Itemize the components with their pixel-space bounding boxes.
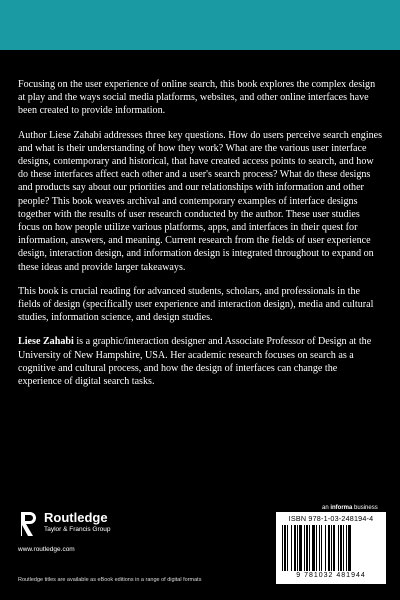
publisher-group: Taylor & Francis Group xyxy=(44,526,111,533)
description-paragraph-3: This book is crucial reading for advanced students, scholars, and professionals in the fields of design (specifically user experience and interaction design), media and cultural studies, information science, and design studies. xyxy=(18,285,374,324)
author-bio-text: is a graphic/interaction designer and Associate Professor of Design at the University of New Hampshire, USA. Her academic research focuses on search as a cognitive and cultural process, and how the design of interfaces can change the experience of digital search tasks. xyxy=(18,336,372,388)
informa-word: informa xyxy=(330,505,353,511)
description-paragraph-2: Author Liese Zahabi addresses three key questions. How do users perceive search engines and what is their understanding of how they work? What are the various user interface designs, contemporary and historical, that have created access points to search, and how do these interfaces affect each other and a user's search process? What do these designs and products say about our priorities and our relationships with information and other people? This book weaves archival and contemporary examples of interface designs together with the results of user research conducted by the author. These user studies focus on how people utilize various platforms, apps, and interfaces in their quest for information, answers, and meaning. Current research from the fields of user experience design, interaction design, and information design is integrated throughout to expand on these ideas and provide larger takeaways. xyxy=(18,129,383,273)
barcode-box xyxy=(276,512,386,584)
author-name: Liese Zahabi xyxy=(18,336,74,348)
author-bio xyxy=(18,335,383,388)
informa-business-label xyxy=(322,505,378,511)
description-paragraph-1: Focusing on the user experience of online search, this book explores the complex design at play and the ways social media platforms, websites, and other online interfaces have been created to provide information. xyxy=(18,79,376,117)
back-cover-text xyxy=(18,78,383,399)
publisher-url: www.routledge.com xyxy=(18,546,75,553)
informa-suffix: business xyxy=(352,505,378,511)
ebook-note: Routledge titles are available as eBook editions in a range of digital formats xyxy=(18,577,202,583)
isbn-text: ISBN 978-1-03-248194-4 xyxy=(288,514,374,523)
publisher-name: Routledge xyxy=(44,510,108,525)
publisher-block xyxy=(18,510,178,558)
barcode-digits: 9 781032 481944 xyxy=(296,572,366,579)
routledge-logo-icon xyxy=(18,510,38,538)
accent-bar xyxy=(0,0,400,50)
barcode-icon xyxy=(282,525,380,571)
informa-prefix: an xyxy=(322,505,331,511)
